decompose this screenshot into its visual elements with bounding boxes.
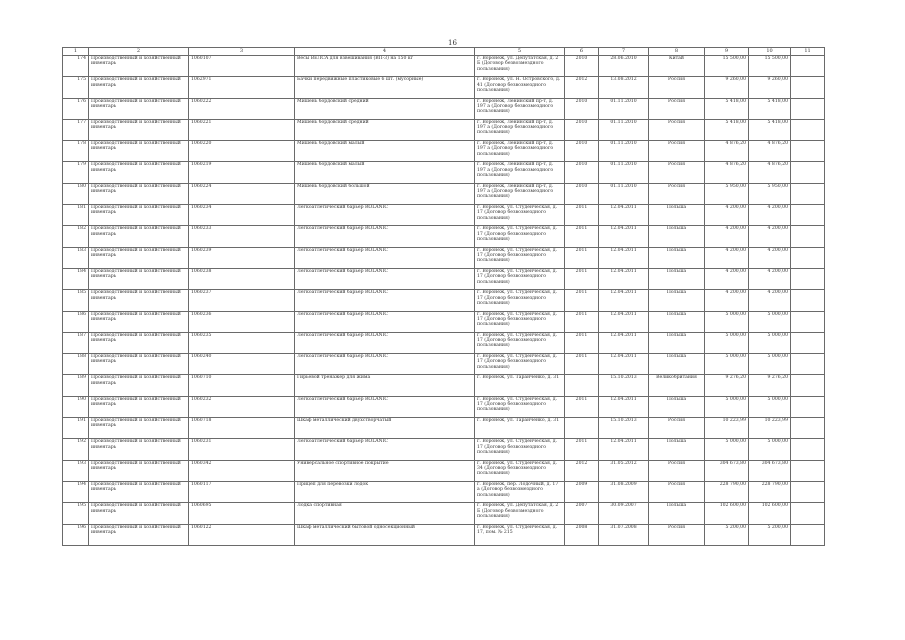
balance-cell: 228 790,00 [749, 481, 791, 502]
cost-cell: 5 000,00 [705, 354, 749, 375]
column-header: 3 [189, 48, 295, 56]
column-header: 10 [749, 48, 791, 56]
date-cell: 01.11.2010 [599, 162, 649, 183]
category-cell: Производственный и хозяйственный инвентарь [89, 162, 189, 183]
row-number: 192 [63, 439, 89, 460]
address-cell: г. Воронеж, ул. Депутатская, д. 2 Б (Договор безвозмездного пользования) [475, 56, 565, 77]
date-cell: 15.10.2013 [599, 375, 649, 396]
inventory-number-cell: 1060239 [189, 247, 295, 268]
country-cell: Польша [649, 247, 705, 268]
cost-cell: 5 000,00 [705, 311, 749, 332]
inventory-number-cell: 1060718 [189, 418, 295, 439]
address-cell: г. Воронеж, ул. Студенческая, д. 17 (Договор безвозмездного пользования) [475, 226, 565, 247]
column-header: 6 [565, 48, 599, 56]
table-row [63, 503, 825, 524]
year-cell: 2011 [565, 439, 599, 460]
asset-name-cell: Легкоатлетический барьер ROLANIC [295, 311, 475, 332]
row-number: 187 [63, 332, 89, 353]
table-row [63, 77, 825, 98]
country-cell: Россия [649, 183, 705, 204]
column-header: 2 [89, 48, 189, 56]
note-cell [791, 375, 825, 396]
note-cell [791, 56, 825, 77]
inventory-number-cell: 1060240 [189, 354, 295, 375]
address-cell: г. Воронеж, ул. Студенческая, д. 34 (Договор безвозмездного пользования) [475, 460, 565, 481]
asset-name-cell: Лодка спортивная [295, 503, 475, 524]
balance-cell: 4 200,00 [749, 268, 791, 289]
address-cell: г. Воронеж, ул. Студенческая, д. 17 (Договор безвозмездного пользования) [475, 290, 565, 311]
table-row [63, 56, 825, 77]
asset-name-cell: Легкоатлетический барьер ROLANIC [295, 439, 475, 460]
date-cell: 01.11.2010 [599, 141, 649, 162]
country-cell: Россия [649, 98, 705, 119]
inventory-number-cell: 1060232 [189, 396, 295, 417]
address-cell: г. Воронеж, Ленинский пр-т, д. 197 а (Договор безвозмездного пользования) [475, 119, 565, 140]
address-cell: г. Воронеж, ул. Студенческая, д. 17 (Договор безвозмездного пользования) [475, 205, 565, 226]
country-cell: Польша [649, 268, 705, 289]
asset-name-cell: Легкоатлетический барьер ROLANIC [295, 290, 475, 311]
year-cell: 2010 [565, 162, 599, 183]
category-cell: Производственный и хозяйственный инвентарь [89, 290, 189, 311]
date-cell: 01.11.2010 [599, 98, 649, 119]
balance-cell: 4 200,00 [749, 205, 791, 226]
category-cell: Производственный и хозяйственный инвентарь [89, 460, 189, 481]
address-cell: г. Воронеж, ул. Студенческая, д. 17, пом. № 215 [475, 524, 565, 545]
date-cell: 31.05.2012 [599, 460, 649, 481]
country-cell: Польша [649, 396, 705, 417]
country-cell: Китай [649, 56, 705, 77]
country-cell: Россия [649, 524, 705, 545]
row-number: 182 [63, 226, 89, 247]
cost-cell: 228 790,00 [705, 481, 749, 502]
asset-name-cell: Легкоатлетический барьер ROLANIC [295, 268, 475, 289]
year-cell: 2011 [565, 268, 599, 289]
country-cell: Польша [649, 354, 705, 375]
note-cell [791, 524, 825, 545]
balance-cell: 15 500,00 [749, 56, 791, 77]
country-cell: Польша [649, 205, 705, 226]
year-cell: 2010 [565, 56, 599, 77]
category-cell: Производственный и хозяйственный инвентарь [89, 524, 189, 545]
date-cell: 12.04.2011 [599, 439, 649, 460]
table-row [63, 268, 825, 289]
balance-cell: 4 876,20 [749, 162, 791, 183]
row-number: 179 [63, 162, 89, 183]
table-row [63, 183, 825, 204]
cost-cell: 5 200,00 [705, 524, 749, 545]
column-header: 9 [705, 48, 749, 56]
inventory-number-cell: 1060238 [189, 268, 295, 289]
note-cell [791, 311, 825, 332]
column-header: 4 [295, 48, 475, 56]
year-cell: 2012 [565, 77, 599, 98]
year-cell: 2012 [565, 460, 599, 481]
table-row [63, 311, 825, 332]
asset-name-cell: Весы ВЕЛСА для взвешивания (ВП-3) на 150 кг [295, 56, 475, 77]
balance-cell: 10 223,99 [749, 418, 791, 439]
column-header: 5 [475, 48, 565, 56]
inventory-number-cell: 1060219 [189, 162, 295, 183]
inventory-number-cell: 1060235 [189, 332, 295, 353]
category-cell: Производственный и хозяйственный инвентарь [89, 56, 189, 77]
address-cell: г. Воронеж, пер. Лодочный, д. 17 а (Договор безвозмездного пользования) [475, 481, 565, 502]
category-cell: Производственный и хозяйственный инвентарь [89, 77, 189, 98]
table-row [63, 375, 825, 396]
register-body [63, 56, 825, 546]
address-cell: г. Воронеж, ул. Студенческая, д. 17 (Договор безвозмездного пользования) [475, 396, 565, 417]
year-cell: 2010 [565, 183, 599, 204]
category-cell: Производственный и хозяйственный инвентарь [89, 226, 189, 247]
table-row [63, 247, 825, 268]
year-cell: 2011 [565, 354, 599, 375]
address-cell: г. Воронеж, Ленинский пр-т, д. 197 а (Договор безвозмездного пользования) [475, 183, 565, 204]
category-cell: Производственный и хозяйственный инвентарь [89, 481, 189, 502]
asset-name-cell: Универсальное спортивное покрытие [295, 460, 475, 481]
note-cell [791, 141, 825, 162]
date-cell: 12.04.2011 [599, 290, 649, 311]
note-cell [791, 183, 825, 204]
row-number: 175 [63, 77, 89, 98]
column-header: 7 [599, 48, 649, 56]
cost-cell: 9 276,20 [705, 375, 749, 396]
asset-name-cell: Легкоатлетический барьер ROLANIC [295, 332, 475, 353]
cost-cell: 5 950,00 [705, 183, 749, 204]
date-cell: 12.04.2011 [599, 332, 649, 353]
row-number: 195 [63, 503, 89, 524]
country-cell: Россия [649, 77, 705, 98]
table-row [63, 290, 825, 311]
year-cell: 2011 [565, 396, 599, 417]
country-cell: Польша [649, 439, 705, 460]
date-cell: 31.08.2009 [599, 481, 649, 502]
asset-name-cell: Легкоатлетический барьер ROLANIC [295, 396, 475, 417]
asset-name-cell: Шкаф металлический двухстворчатый [295, 418, 475, 439]
year-cell: 2010 [565, 119, 599, 140]
asset-name-cell: Легкоатлетический барьер ROLANIC [295, 226, 475, 247]
category-cell: Производственный и хозяйственный инвентарь [89, 396, 189, 417]
note-cell [791, 119, 825, 140]
year-cell: 2009 [565, 481, 599, 502]
column-header: 11 [791, 48, 825, 56]
category-cell: Производственный и хозяйственный инвентарь [89, 183, 189, 204]
country-cell: Великобритания [649, 375, 705, 396]
country-cell: Россия [649, 141, 705, 162]
balance-cell: 5 000,00 [749, 396, 791, 417]
balance-cell: 4 200,00 [749, 247, 791, 268]
address-cell: г. Воронеж, Ленинский пр-т, д. 197 а (Договор безвозмездного пользования) [475, 141, 565, 162]
year-cell: 2011 [565, 290, 599, 311]
cost-cell: 102 600,00 [705, 503, 749, 524]
row-number: 174 [63, 56, 89, 77]
cost-cell: 4 200,00 [705, 268, 749, 289]
balance-cell: 5 000,00 [749, 439, 791, 460]
address-cell: г. Воронеж, ул. Студенческая, д. 17 (Договор безвозмездного пользования) [475, 247, 565, 268]
cost-cell: 4 876,20 [705, 141, 749, 162]
note-cell [791, 396, 825, 417]
inventory-number-cell: 1060342 [189, 460, 295, 481]
cost-cell: 10 223,99 [705, 418, 749, 439]
cost-cell: 304 673,80 [705, 460, 749, 481]
cost-cell: 4 200,00 [705, 290, 749, 311]
cost-cell: 9 260,00 [705, 77, 749, 98]
asset-name-cell: Гирьевой тренажёр для жима [295, 375, 475, 396]
inventory-number-cell: 1060221 [189, 119, 295, 140]
address-cell: г. Воронеж, ул. Студенческая, д. 17 (Договор безвозмездного пользования) [475, 439, 565, 460]
year-cell [565, 418, 599, 439]
address-cell: г. Воронеж, ул. Н. Островского, д. 41 (Договор безвозмездного пользования) [475, 77, 565, 98]
address-cell: г. Воронеж, ул. Депутатская, д. 2 Б (Договор безвозмездного пользования) [475, 503, 565, 524]
asset-name-cell: Легкоатлетический барьер ROLANIC [295, 247, 475, 268]
balance-cell: 4 876,20 [749, 141, 791, 162]
country-cell: Польша [649, 226, 705, 247]
row-number: 177 [63, 119, 89, 140]
date-cell: 15.10.2013 [599, 418, 649, 439]
balance-cell: 9 260,00 [749, 77, 791, 98]
year-cell [565, 375, 599, 396]
row-number: 188 [63, 354, 89, 375]
balance-cell: 102 600,00 [749, 503, 791, 524]
balance-cell: 4 200,00 [749, 290, 791, 311]
cost-cell: 4 876,20 [705, 162, 749, 183]
inventory-number-cell: 1060231 [189, 439, 295, 460]
cost-cell: 15 500,00 [705, 56, 749, 77]
country-cell: Россия [649, 418, 705, 439]
balance-cell: 5 200,00 [749, 524, 791, 545]
table-row [63, 141, 825, 162]
address-cell: г. Воронеж, ул. Таранченко, д. 31 [475, 375, 565, 396]
category-cell: Производственный и хозяйственный инвентарь [89, 119, 189, 140]
balance-cell: 5 000,00 [749, 311, 791, 332]
country-cell: Польша [649, 290, 705, 311]
table-row [63, 98, 825, 119]
asset-name-cell: Мишень бордовский большой [295, 183, 475, 204]
date-cell: 12.04.2011 [599, 226, 649, 247]
note-cell [791, 77, 825, 98]
column-header: 8 [649, 48, 705, 56]
date-cell: 12.04.2011 [599, 268, 649, 289]
category-cell: Производственный и хозяйственный инвентарь [89, 332, 189, 353]
address-cell: г. Воронеж, ул. Студенческая, д. 17 (Договор безвозмездного пользования) [475, 268, 565, 289]
year-cell: 2007 [565, 503, 599, 524]
year-cell: 2010 [565, 141, 599, 162]
cost-cell: 5 418,00 [705, 98, 749, 119]
category-cell: Производственный и хозяйственный инвентарь [89, 205, 189, 226]
date-cell: 13.08.2012 [599, 77, 649, 98]
country-cell: Россия [649, 162, 705, 183]
date-cell: 12.04.2011 [599, 396, 649, 417]
country-cell: Польша [649, 503, 705, 524]
table-row [63, 226, 825, 247]
table-row [63, 481, 825, 502]
table-row [63, 524, 825, 545]
balance-cell: 4 200,00 [749, 226, 791, 247]
year-cell: 2011 [565, 311, 599, 332]
category-cell: Производственный и хозяйственный инвентарь [89, 418, 189, 439]
note-cell [791, 460, 825, 481]
row-number: 194 [63, 481, 89, 502]
asset-name-cell: Прицеп для перевозки лодок [295, 481, 475, 502]
balance-cell: 5 418,00 [749, 98, 791, 119]
inventory-number-cell: 1060220 [189, 141, 295, 162]
asset-name-cell: Бачки передвижные пластиковые 6 шт. (мусорные) [295, 77, 475, 98]
country-cell: Россия [649, 460, 705, 481]
date-cell: 01.11.2010 [599, 183, 649, 204]
table-row [63, 354, 825, 375]
address-cell: г. Воронеж, ул. Студенческая, д. 17 (Договор безвозмездного пользования) [475, 354, 565, 375]
date-cell: 28.06.2010 [599, 56, 649, 77]
row-number: 181 [63, 205, 89, 226]
date-cell: 12.04.2011 [599, 354, 649, 375]
category-cell: Производственный и хозяйственный инвентарь [89, 354, 189, 375]
inventory-number-cell: 1060117 [189, 481, 295, 502]
category-cell: Производственный и хозяйственный инвентарь [89, 375, 189, 396]
address-cell: г. Воронеж, ул. Студенческая, д. 17 (Договор безвозмездного пользования) [475, 332, 565, 353]
row-number: 191 [63, 418, 89, 439]
note-cell [791, 439, 825, 460]
inventory-number-cell: 1060237 [189, 290, 295, 311]
table-row [63, 162, 825, 183]
inventory-number-cell: 1060234 [189, 205, 295, 226]
asset-name-cell: Мишень бордовский малый [295, 162, 475, 183]
year-cell: 2010 [565, 98, 599, 119]
column-header: 1 [63, 48, 89, 56]
country-cell: Россия [649, 119, 705, 140]
table-row [63, 396, 825, 417]
note-cell [791, 332, 825, 353]
date-cell: 12.04.2011 [599, 205, 649, 226]
table-row [63, 205, 825, 226]
cost-cell: 5 000,00 [705, 439, 749, 460]
inventory-number-cell: 1060236 [189, 311, 295, 332]
header-row [63, 48, 825, 56]
year-cell: 2011 [565, 226, 599, 247]
note-cell [791, 481, 825, 502]
inventory-number-cell: 1060695 [189, 503, 295, 524]
table-row [63, 119, 825, 140]
table-row [63, 332, 825, 353]
date-cell: 12.04.2011 [599, 311, 649, 332]
asset-name-cell: Мишень бордовский малый [295, 141, 475, 162]
row-number: 180 [63, 183, 89, 204]
note-cell [791, 354, 825, 375]
asset-name-cell: Мишень бордовский средний [295, 98, 475, 119]
cost-cell: 4 200,00 [705, 205, 749, 226]
cost-cell: 5 418,00 [705, 119, 749, 140]
balance-cell: 9 276,20 [749, 375, 791, 396]
asset-name-cell: Шкаф металлический бытовой односекционный [295, 524, 475, 545]
date-cell: 30.09.2007 [599, 503, 649, 524]
inventory-number-cell: 1060224 [189, 183, 295, 204]
inventory-number-cell: 1060233 [189, 226, 295, 247]
row-number: 184 [63, 268, 89, 289]
category-cell: Производственный и хозяйственный инвентарь [89, 98, 189, 119]
country-cell: Польша [649, 311, 705, 332]
note-cell [791, 226, 825, 247]
row-number: 185 [63, 290, 89, 311]
year-cell: 2011 [565, 332, 599, 353]
date-cell: 12.04.2011 [599, 247, 649, 268]
note-cell [791, 205, 825, 226]
address-cell: г. Воронеж, ул. Таранченко, д. 31 [475, 418, 565, 439]
category-cell: Производственный и хозяйственный инвентарь [89, 268, 189, 289]
date-cell: 31.07.2008 [599, 524, 649, 545]
row-number: 183 [63, 247, 89, 268]
page-number: 16 [448, 39, 457, 47]
category-cell: Производственный и хозяйственный инвентарь [89, 311, 189, 332]
category-cell: Производственный и хозяйственный инвентарь [89, 141, 189, 162]
cost-cell: 5 000,00 [705, 396, 749, 417]
note-cell [791, 162, 825, 183]
balance-cell: 5 950,00 [749, 183, 791, 204]
note-cell [791, 418, 825, 439]
table-row [63, 418, 825, 439]
address-cell: г. Воронеж, Ленинский пр-т, д. 197 а (Договор безвозмездного пользования) [475, 98, 565, 119]
row-number: 190 [63, 396, 89, 417]
year-cell: 2011 [565, 205, 599, 226]
note-cell [791, 503, 825, 524]
row-number: 189 [63, 375, 89, 396]
asset-register-table [62, 47, 825, 546]
category-cell: Производственный и хозяйственный инвентарь [89, 247, 189, 268]
row-number: 196 [63, 524, 89, 545]
asset-name-cell: Легкоатлетический барьер ROLANIC [295, 205, 475, 226]
date-cell: 01.11.2010 [599, 119, 649, 140]
note-cell [791, 247, 825, 268]
balance-cell: 304 673,80 [749, 460, 791, 481]
row-number: 193 [63, 460, 89, 481]
note-cell [791, 268, 825, 289]
table-row [63, 460, 825, 481]
year-cell: 2008 [565, 524, 599, 545]
category-cell: Производственный и хозяйственный инвентарь [89, 503, 189, 524]
balance-cell: 5 000,00 [749, 354, 791, 375]
cost-cell: 5 000,00 [705, 332, 749, 353]
inventory-number-cell: 1060222 [189, 98, 295, 119]
inventory-number-cell: 1062971 [189, 77, 295, 98]
balance-cell: 5 418,00 [749, 119, 791, 140]
address-cell: г. Воронеж, ул. Студенческая, д. 17 (Договор безвозмездного пользования) [475, 311, 565, 332]
row-number: 186 [63, 311, 89, 332]
balance-cell: 5 000,00 [749, 332, 791, 353]
row-number: 178 [63, 141, 89, 162]
note-cell [791, 290, 825, 311]
year-cell: 2011 [565, 247, 599, 268]
inventory-number-cell: 1060107 [189, 56, 295, 77]
cost-cell: 4 200,00 [705, 247, 749, 268]
country-cell: Польша [649, 332, 705, 353]
note-cell [791, 98, 825, 119]
row-number: 176 [63, 98, 89, 119]
category-cell: Производственный и хозяйственный инвентарь [89, 439, 189, 460]
address-cell: г. Воронеж, Ленинский пр-т, д. 197 а (Договор безвозмездного пользования) [475, 162, 565, 183]
inventory-number-cell: 1060710 [189, 375, 295, 396]
table-row [63, 439, 825, 460]
cost-cell: 4 200,00 [705, 226, 749, 247]
asset-name-cell: Легкоатлетический барьер ROLANIC [295, 354, 475, 375]
asset-name-cell: Мишень бордовский средний [295, 119, 475, 140]
inventory-number-cell: 1060122 [189, 524, 295, 545]
country-cell: Россия [649, 481, 705, 502]
